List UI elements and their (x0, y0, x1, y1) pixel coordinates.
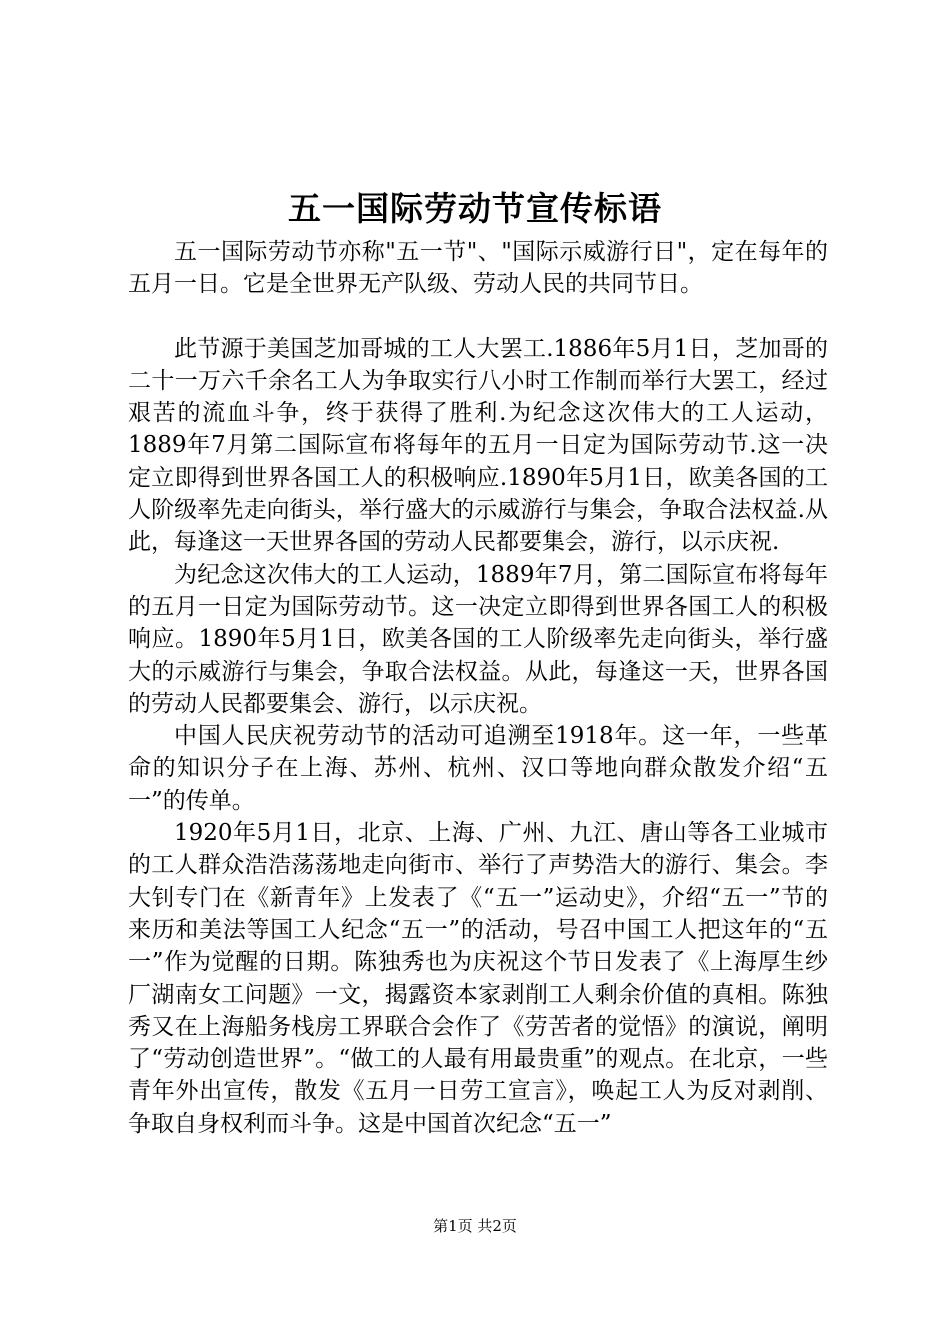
document-body (128, 236, 828, 1140)
paragraph-china-1920: 1920年5月1日，北京、上海、广州、九江、唐山等各工业城市的工人群众浩浩荡荡地走向街市、举行了声势浩大的游行、集会。李大钊专门在《新青年》上发表了《“五一”运动史》，介绍“五一”节的来历和美法等国工人纪念“五一”的活动，号召中国工人把这年的“五一”作为觉醒的日期。陈独秀也为庆祝这个节日发表了《上海厚生纱厂湖南女工问题》一文，揭露资本家剥削工人剩余价值的真相。陈独秀又在上海船务栈房工界联合会作了《劳苦者的觉悟》的演说，阐明了“劳动创造世界”。“做工的人最有用最贵重”的观点。在北京，一些青年外出宣传，散发《五月一日劳工宣言》，唤起工人为反对剥削、争取自身权利而斗争。这是中国首次纪念“五一” (128, 820, 828, 1137)
paragraph-intro: 五一国际劳动节亦称"五一节"、"国际示威游行日"，定在每年的五月一日。它是全世界无产队级、劳动人民的共同节日。 (128, 239, 828, 298)
paragraph-origin: 此节源于美国芝加哥城的工人大罢工.1886年5月1日，芝加哥的二十一万六千余名工人为争取实行八小时工作制而举行大罢工，经过艰苦的流血斗争，终于获得了胜利.为纪念这次伟大的工人运动，1889年7月第二国际宣布将每年的五月一日定为国际劳动节.这一决定立即得到世界各国工人的积极响应.1890年5月1日，欧美各国的工人阶级率先走向街头，举行盛大的示威游行与集会，争取合法权益.从此，每逢这一天世界各国的劳动人民都要集会，游行，以示庆祝. (128, 335, 828, 556)
page-number-footer: 第1页 共2页 (433, 1217, 517, 1235)
document-title: 五一国际劳动节宣传标语 (288, 189, 662, 228)
paragraph-china-1918: 中国人民庆祝劳动节的活动可追溯至1918年。这一年，一些革命的知识分子在上海、苏州、杭州、汉口等地向群众散发介绍“五一”的传单。 (128, 723, 828, 814)
paragraph-commemoration: 为纪念这次伟大的工人运动，1889年7月，第二国际宣布将每年的五月一日定为国际劳动节。这一决定立即得到世界各国工人的积极响应。1890年5月1日，欧美各国的工人阶级率先走向街头，举行盛大的示威游行与集会，争取合法权益。从此，每逢这一天，世界各国的劳动人民都要集会、游行，以示庆祝。 (128, 561, 828, 717)
